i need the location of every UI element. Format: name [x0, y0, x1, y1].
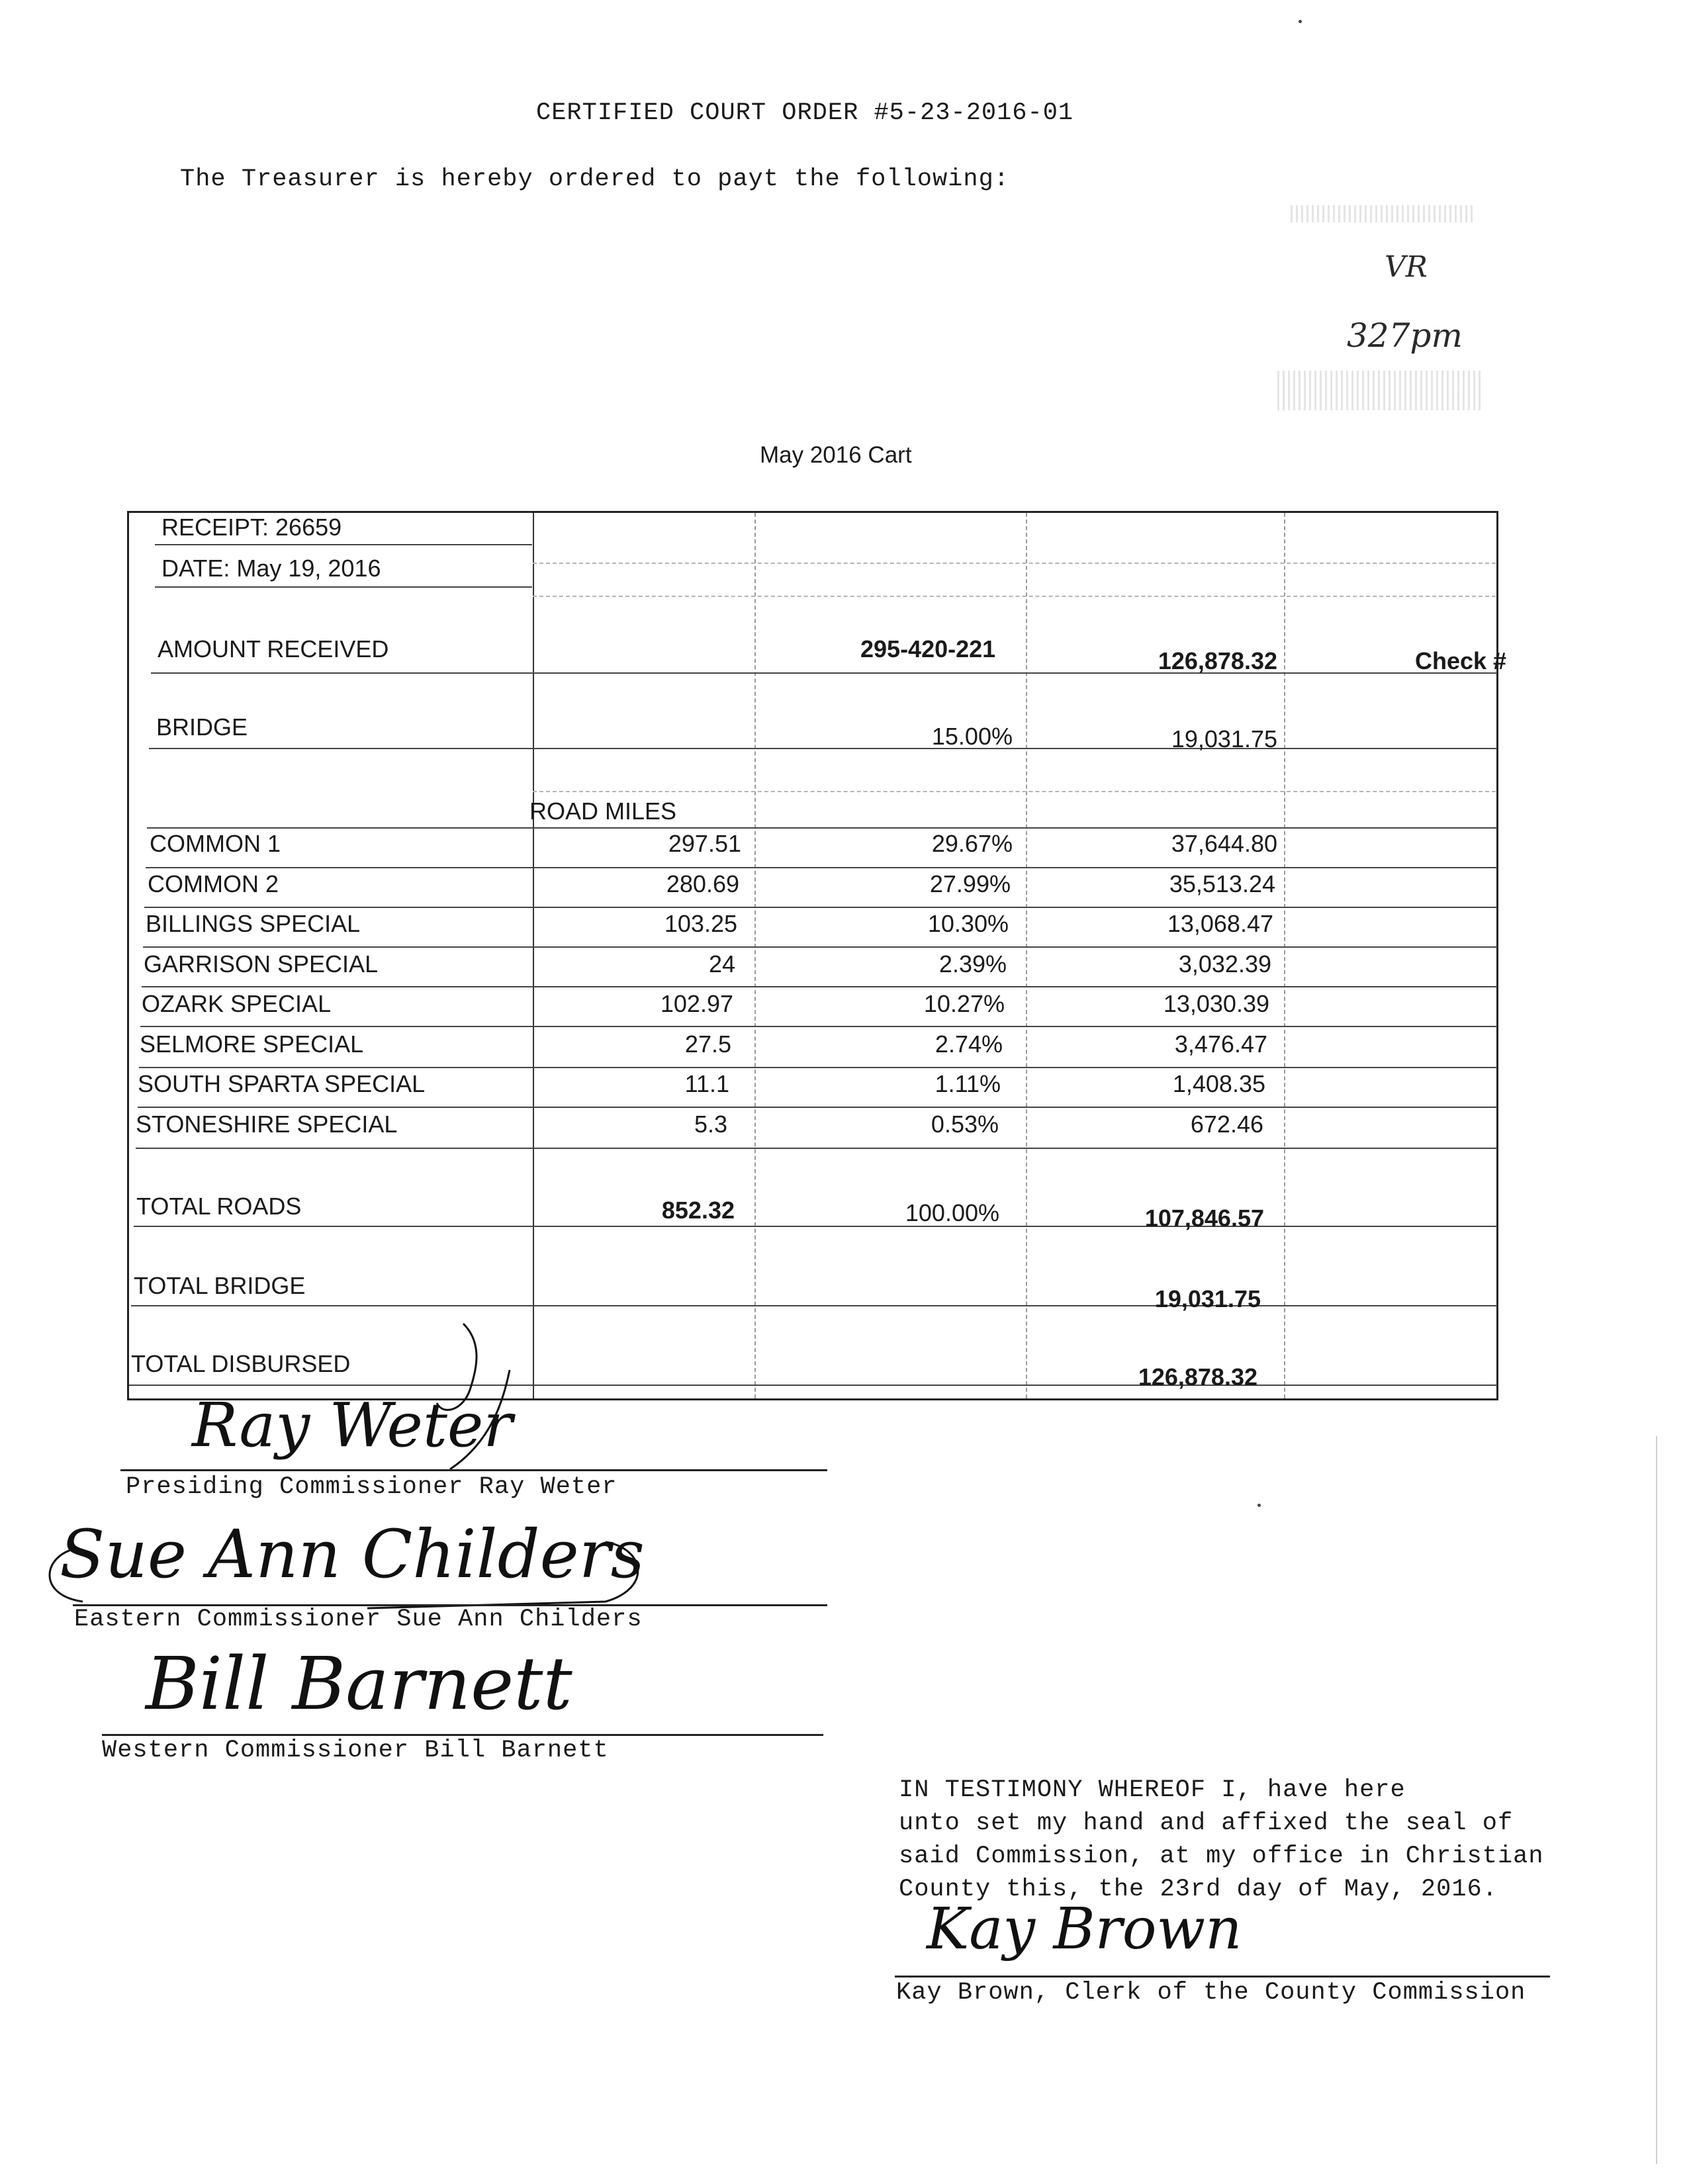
road-row-percent: 10.27%: [923, 990, 1005, 1017]
road-row-percent: 2.39%: [938, 950, 1007, 978]
stamp-smudge: [1291, 205, 1476, 222]
road-row-label: GARRISON SPECIAL: [144, 950, 379, 978]
row-rule: [131, 1305, 1497, 1306]
road-row-percent: 27.99%: [929, 870, 1011, 897]
road-row-percent: 0.53%: [931, 1110, 999, 1138]
row-rule: [144, 907, 1497, 908]
road-row-amount: 13,030.39: [1163, 990, 1269, 1017]
road-row-amount: 3,476.47: [1174, 1030, 1267, 1058]
signature-presiding: Ray Weter: [192, 1390, 513, 1461]
testimony-line: said Commission, at my office in Christian: [899, 1843, 1544, 1870]
row-rule: [533, 563, 1496, 564]
account-number: 295-420-221: [860, 635, 996, 662]
road-row-miles: 11.1: [684, 1070, 729, 1097]
signature-flourish: [371, 1317, 543, 1489]
signature-flourish: [36, 1535, 659, 1615]
order-intro: The Treasurer is hereby ordered to payt the following:: [180, 165, 1009, 193]
testimony-block: [899, 1774, 1544, 1906]
row-rule: [146, 867, 1497, 868]
row-rule: [136, 1148, 1497, 1149]
road-row-label: COMMON 1: [150, 830, 281, 857]
road-row-miles: 24: [708, 950, 735, 978]
scan-speck: [1299, 20, 1302, 23]
total-bridge-label: TOTAL BRIDGE: [134, 1272, 306, 1299]
receipt-date: DATE: May 19, 2016: [161, 555, 381, 582]
row-rule: [155, 544, 532, 545]
column-divider: [533, 513, 534, 1398]
row-rule: [533, 596, 1496, 597]
signature-eastern: Sue Ann Childers: [60, 1516, 645, 1593]
road-row-miles: 102.97: [660, 990, 733, 1017]
road-row-amount: 672.46: [1190, 1110, 1263, 1138]
handwritten-initials: VR: [1385, 250, 1428, 284]
row-rule: [143, 946, 1497, 948]
total-roads-miles: 852.32: [661, 1197, 735, 1224]
clerk-label: Kay Brown, Clerk of the County Commission: [896, 1979, 1526, 2007]
row-rule: [139, 1067, 1497, 1068]
signature-line: [102, 1734, 823, 1736]
total-roads-percent: 100.00%: [905, 1199, 999, 1226]
road-row-label: SOUTH SPARTA SPECIAL: [138, 1070, 426, 1097]
total-disbursed-label: TOTAL DISBURSED: [131, 1350, 351, 1377]
column-divider: [1284, 513, 1285, 1398]
row-rule: [138, 1107, 1497, 1108]
row-rule: [147, 827, 1497, 829]
signature-line: [895, 1976, 1550, 1978]
row-rule: [151, 672, 1497, 674]
road-row-amount: 3,032.39: [1178, 950, 1271, 978]
road-row-label: OZARK SPECIAL: [142, 990, 332, 1017]
road-row-percent: 29.67%: [931, 830, 1013, 857]
presiding-commissioner-label: Presiding Commissioner Ray Weter: [126, 1473, 617, 1501]
handwritten-time: 327pm: [1347, 316, 1463, 355]
road-row-label: COMMON 2: [148, 870, 279, 897]
road-row-miles: 297.51: [668, 830, 741, 857]
road-row-percent: 10.30%: [927, 910, 1009, 937]
road-row-label: STONESHIRE SPECIAL: [136, 1110, 398, 1138]
column-divider: [754, 513, 756, 1398]
check-number-label: Check #: [1415, 647, 1507, 674]
row-rule: [140, 1026, 1497, 1027]
bridge-amount: 19,031.75: [1171, 725, 1277, 752]
row-rule: [155, 586, 532, 588]
road-row-miles: 280.69: [666, 870, 739, 897]
amount-received-label: AMOUNT RECEIVED: [158, 635, 389, 662]
road-miles-header: ROAD MILES: [529, 797, 677, 825]
signature-western: Bill Barnett: [146, 1641, 572, 1726]
row-rule: [129, 1385, 1497, 1386]
road-row-label: SELMORE SPECIAL: [140, 1030, 364, 1058]
road-row-amount: 35,513.24: [1169, 870, 1275, 897]
total-roads-amount: 107,846.57: [1144, 1205, 1264, 1232]
road-row-label: BILLINGS SPECIAL: [146, 910, 361, 937]
signature-clerk: Kay Brown: [927, 1896, 1242, 1962]
road-row-miles: 103.25: [664, 910, 737, 937]
amount-received-value: 126,878.32: [1158, 647, 1277, 674]
total-roads-label: TOTAL ROADS: [136, 1193, 302, 1220]
column-divider: [1026, 513, 1027, 1398]
order-title: CERTIFIED COURT ORDER #5-23-2016-01: [536, 99, 1074, 127]
total-bridge-amount: 19,031.75: [1154, 1285, 1261, 1312]
testimony-line: unto set my hand and affixed the seal of: [899, 1809, 1514, 1837]
testimony-line: County this, the 23rd day of May, 2016.: [899, 1876, 1498, 1903]
cart-title: May 2016 Cart: [760, 442, 912, 468]
eastern-commissioner-label: Eastern Commissioner Sue Ann Childers: [74, 1606, 643, 1633]
road-row-percent: 2.74%: [935, 1030, 1003, 1058]
row-rule: [134, 1226, 1497, 1227]
row-rule: [149, 748, 1497, 749]
scan-speck: [1257, 1504, 1261, 1507]
testimony-line: IN TESTIMONY WHEREOF I, have here: [899, 1776, 1406, 1804]
row-rule: [142, 986, 1497, 987]
bridge-percent: 15.00%: [931, 723, 1013, 750]
road-row-miles: 5.3: [694, 1110, 727, 1138]
road-row-amount: 13,068.47: [1167, 910, 1273, 937]
scan-edge: [1656, 1436, 1657, 2164]
western-commissioner-label: Western Commissioner Bill Barnett: [102, 1737, 609, 1764]
road-row-miles: 27.5: [684, 1030, 731, 1058]
signature-line: [120, 1469, 827, 1471]
bridge-label: BRIDGE: [156, 713, 248, 741]
road-row-percent: 1.11%: [935, 1070, 1001, 1097]
total-disbursed-amount: 126,878.32: [1138, 1363, 1257, 1390]
row-rule: [533, 791, 1496, 792]
road-row-amount: 37,644.80: [1171, 830, 1277, 857]
stamp-smudge: [1277, 371, 1483, 410]
road-row-amount: 1,408.35: [1172, 1070, 1265, 1097]
receipt-number: RECEIPT: 26659: [161, 514, 342, 541]
